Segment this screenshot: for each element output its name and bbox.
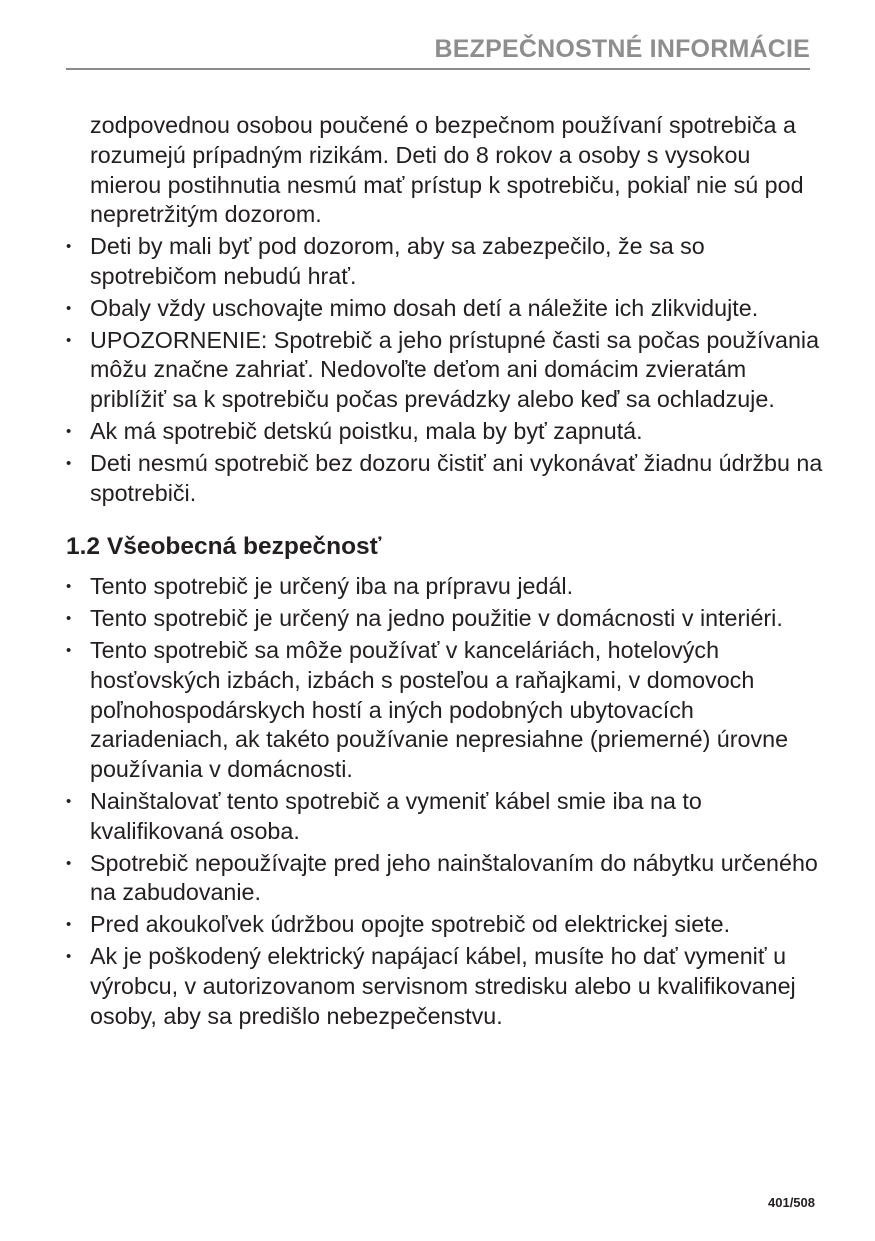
section-heading: 1.2 Všeobecná bezpečnosť [66, 533, 382, 561]
bullet-icon: • [66, 238, 72, 256]
list-item [66, 417, 826, 447]
list-item-text: Deti by mali byť pod dozorom, aby sa zabezpečilo, že sa so spotrebičom nebudú hrať. [90, 233, 705, 289]
list-item [66, 449, 826, 509]
list-item-text: Ak má spotrebič detskú poistku, mala by byť zapnutá. [90, 417, 643, 444]
list-item [66, 910, 826, 940]
list-item [66, 232, 826, 292]
bullet-icon: • [66, 916, 72, 934]
bullet-icon: • [66, 299, 72, 317]
bullet-icon: • [66, 792, 72, 810]
bullet-list-children [66, 232, 826, 508]
page-number: 401/508 [768, 1195, 815, 1210]
list-item-text: Tento spotrebič sa môže používať v kanceláriách, hotelových hosťovských izbách, izbách s posteľou a raňajkami, v domovoch poľnohospodárskych hostí a iných podobných ubytovacích zariadeniach, ak takéto používanie nepresiahne (priemerné) úrovne používania v domácnosti. [90, 636, 789, 783]
bullet-icon: • [66, 641, 72, 659]
list-item-text: Pred akoukoľvek údržbou opojte spotrebič od elektrickej siete. [90, 911, 731, 938]
list-item [66, 326, 826, 415]
list-item [66, 787, 826, 847]
document-body [66, 111, 826, 1031]
list-item [66, 294, 826, 324]
bullet-icon: • [66, 854, 72, 872]
list-item-text: Nainštalovať tento spotrebič a vymeniť kábel smie iba na to kvalifikovaná osoba. [90, 787, 702, 844]
bullet-icon: • [66, 947, 72, 965]
list-item-text: Spotrebič nepoužívajte pred jeho nainštalovaním do nábytku určeného na zabudovanie. [90, 849, 818, 906]
list-item [66, 636, 826, 785]
bullet-icon: • [66, 422, 72, 440]
header-title: BEZPEČNOSTNÉ INFORMÁCIE [434, 35, 810, 63]
list-item [66, 942, 826, 1031]
bullet-icon: • [66, 454, 72, 472]
list-item-text: Tento spotrebič je určený na jedno použitie v domácnosti v interiéri. [90, 605, 783, 632]
list-item-text: Ak je poškodený elektrický napájací kábel, musíte ho dať vymeniť u výrobcu, v autorizovanom servisnom stredisku alebo u kvalifikovanej osoby, aby sa predišlo nebezpečenstvu. [90, 942, 796, 1029]
list-item-text: Deti nesmú spotrebič bez dozoru čistiť ani vykonávať žiadnu údržbu na spotrebiči. [90, 449, 823, 506]
list-item-text: Tento spotrebič je určený iba na prípravu jedál. [90, 573, 574, 600]
bullet-list-general-safety [66, 572, 826, 1031]
bullet-icon: • [66, 331, 72, 349]
list-item [66, 572, 826, 602]
bullet-icon: • [66, 610, 72, 628]
list-item-text: UPOZORNENIE: Spotrebič a jeho prístupné časti sa počas používania môžu značne zahriať. Nedovoľte deťom ani domácim zvieratám priblížiť sa k spotrebiču počas prevádzky alebo keď sa ochladzuje. [90, 326, 820, 413]
intro-paragraph: zodpovednou osobou poučené o bezpečnom používaní spotrebiča a rozumejú prípadným rizikám. Deti do 8 rokov a osoby s vysokou mierou postihnutia nesmú mať prístup k spotrebiču, pokiaľ nie sú pod nepretržitým dozorom. [90, 112, 804, 228]
bullet-icon: • [66, 578, 72, 596]
page-header [66, 34, 810, 70]
list-item-text: Obaly vždy uschovajte mimo dosah detí a náležite ich zlikvidujte. [90, 294, 759, 321]
list-item [66, 849, 826, 909]
list-item [66, 604, 826, 634]
